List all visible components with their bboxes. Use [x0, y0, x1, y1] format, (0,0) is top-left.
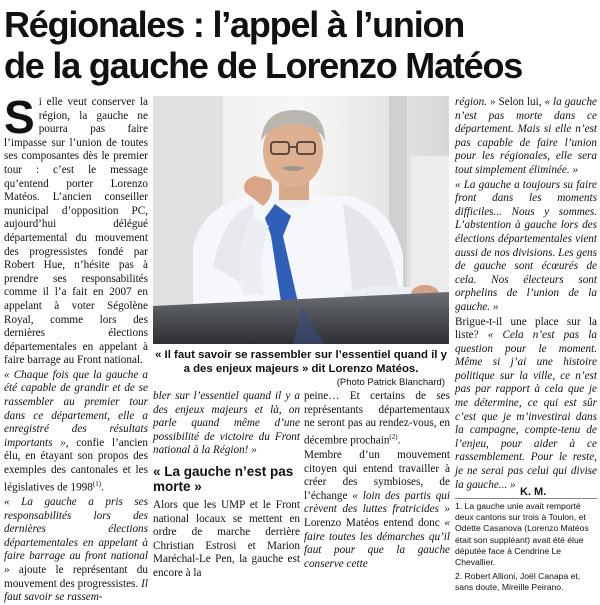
- drop-cap: S: [4, 91, 35, 143]
- paragraph: région. » Selon lui, « la gauche n’est pas morte dans ce département. Mais si elle n’est pas capable de faire l’union pour les régionales, elle sera tout simplement éliminée. »: [455, 96, 597, 176]
- paragraph: bler sur l’essentiel quand il y a des enjeux majeurs et là, on parle quand même d’une possibilité de victoire du Front national à la Région! »: [153, 390, 300, 457]
- subheading: « La gauche n’est pas morte »: [153, 463, 294, 494]
- photo-caption: « Il faut savoir se rassembler sur l’essentiel quand il y a des enjeux majeurs » dit Lorenzo Matéos.: [155, 349, 447, 375]
- footnote-divider: [455, 498, 597, 499]
- footnote-ref: (1): [92, 479, 102, 488]
- paragraph: Membre d’un mouvement citoyen qui entend travailler à créer des symbioses, de l’échange « loin des partis qui crèvent des luttes fratricides » Lorenzo Matéos entend donc « faire toutes les démarches qu’il faut pour que la gauche conserve cette: [304, 449, 450, 570]
- article-column-2: [153, 390, 300, 600]
- paragraph: « Chaque fois que la gauche a été capable de grandir et de se rassembler au premier tour dans ce département, elle a enregistré des résultats importants », confie l’ancien élu, en étayant son propos des exemples des cantonales et les législatives de 1998$^{(1)}$.: [4, 368, 148, 494]
- headline-line-2: de la gauche de Lorenzo Matéos: [4, 45, 523, 86]
- author-signature: K. M.: [520, 486, 547, 498]
- portrait-illustration: [153, 96, 449, 344]
- paragraph: « La gauche a pris ses responsabilités lors des dernières élections départementales en appelant à faire barrage au front national » ajoute le représentant du mouvement des progressistes. Il faut savoir se rassem-: [4, 495, 148, 604]
- article-column-1: [4, 91, 148, 604]
- portrait-photo: [153, 96, 449, 344]
- paragraph: « La gauche a toujours su faire front dans les moments difficiles... Nous y sommes. L’abstention à gauche lors des élections départementales vient aussi de nos divisions. Les gens de gauche sont écœurés de cela. Nos électeurs sont orphelins de l’union de la gauche. »: [455, 178, 597, 313]
- paragraph: peine… Et certains de ses représentants départementaux ne seront pas au rendez-vous, en décembre prochain$^{(2)}$.: [304, 390, 450, 447]
- paragraph: Si elle veut conserver la région, la gauche ne pourra pas faire l’impasse sur l’union de toutes ses composantes dès le premier tour : c’est le message qu’entend porter Lorenzo Matéos. L’ancien conseiller municipal d’opposition PC, aujourd’hui délégué départemental du mouvement des progressistes fondé par Robert Hue, n’hésite pas à prendre ses responsabilités comme il l’a fait en 2007 en appelant à voter Ségolène Royal, comme lors des dernières élections départementales en appelant à faire barrage au Front national.: [4, 91, 148, 367]
- headline: [4, 4, 598, 86]
- paragraph: Brigue-t-il une place sur la liste? « Cela n’est pas la question pour le moment. Même si j’ai une histoire politique sur la ville, ce n’est pas par rapport à cela que je me détermine, ce qui est sûr c’est que je m’investirai dans la campagne, compte-tenu de l’enjeu, pour aider à ce rassemblement. Pour le reste, je ne serai pas celui qui divise la gauche... »: [455, 315, 597, 491]
- footnote-2: 2. Robert Allioni, Joël Canapa et, sans doute, Mireille Peirano.: [455, 571, 581, 593]
- paragraph: Alors que les UMP et le Front national locaux se mettent en ordre de marche derrière Christian Estrosi et Marion Maréchal-Le Pen, la gauche est encore à la: [153, 498, 300, 579]
- article-column-4: [455, 96, 597, 491]
- article-column-3: [304, 390, 450, 600]
- footnotes: [455, 501, 597, 597]
- headline-line-1: Régionales : l’appel à l’union: [4, 4, 465, 45]
- footnote-1: 1. La gauche unie avait remporté deux cantons sur trois à Toulon, et Odette Casanova (Lorenzo Matéos était son suppléant) avait été élue députée face à Cendrine Le Chevallier.: [455, 501, 589, 568]
- footnote-ref: (2): [389, 432, 398, 441]
- photo-credit: (Photo Patrick Blanchard): [336, 377, 445, 388]
